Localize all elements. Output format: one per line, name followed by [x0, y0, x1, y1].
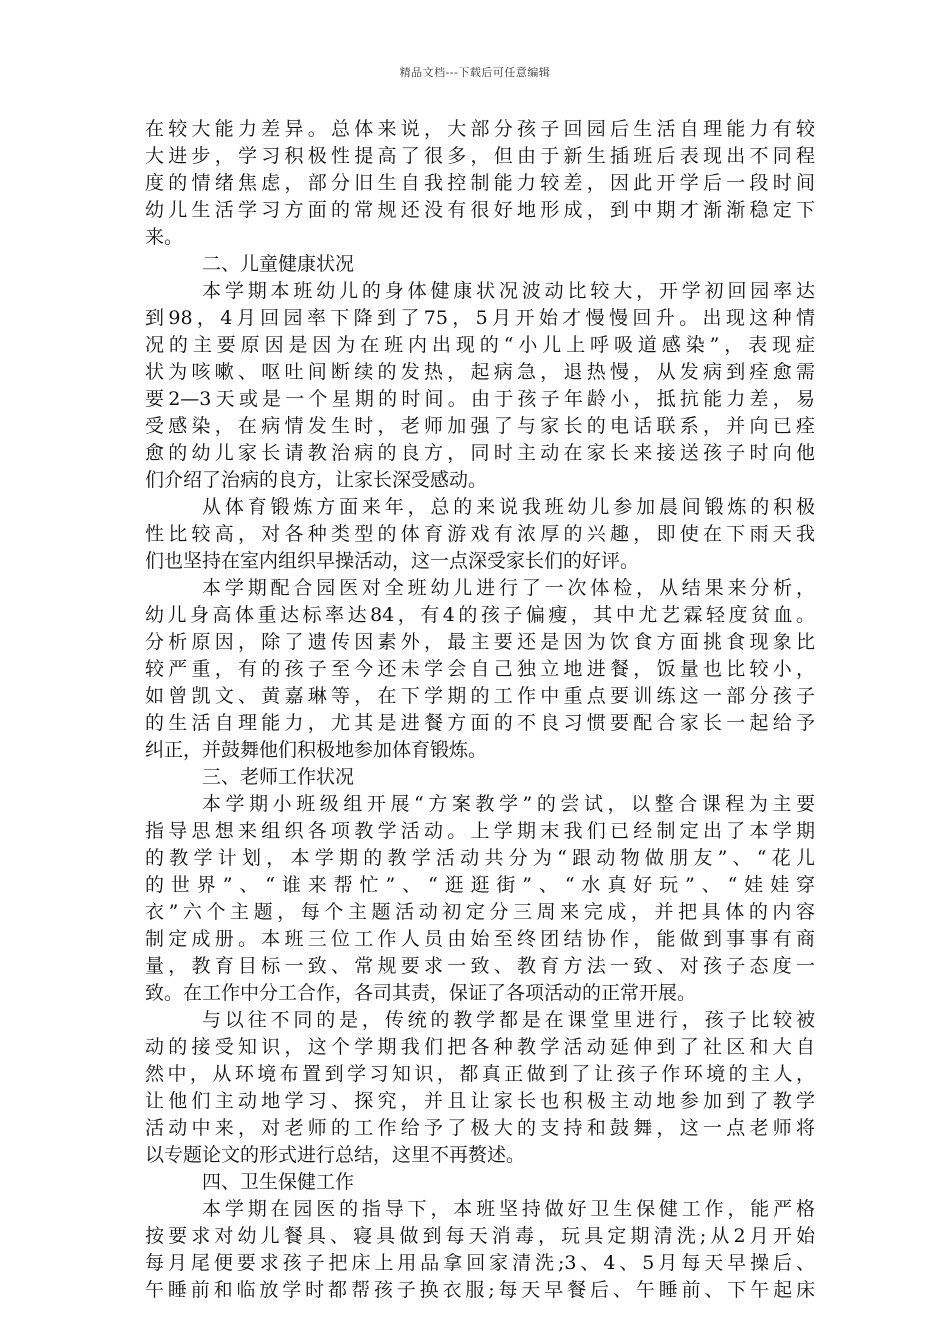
text-line: 活动中来，对老师的工作给予了极大的支持和鼓舞，这一点老师将	[145, 1117, 815, 1139]
text-line: 性比较高，对各种类型的体育游戏有浓厚的兴趣，即使在下雨天我	[145, 523, 815, 545]
text-line: 午睡前和临放学时都帮孩子换衣服;每天早餐后、午睡前、下午起床	[145, 1279, 815, 1301]
text-line: 的生活自理能力，尤其是进餐方面的不良习惯要配合家长一起给予	[145, 712, 815, 734]
text-line: 纠正，并鼓舞他们积极地参加体育锻炼。	[145, 739, 488, 761]
text-line: 们也坚持在室内组织早操活动，这一点深受家长们的好评。	[145, 550, 640, 572]
text-line: 们介绍了治病的良方，让家长深受感动。	[145, 469, 488, 491]
text-line: 指导思想来组织各项教学活动。上学期末我们已经制定出了本学期	[145, 820, 815, 842]
text-line: 愈的幼儿家长请教治病的良方，同时主动在家长来接送孩子时向他	[145, 442, 815, 464]
text-line: 较严重，有的孩子至今还未学会自己独立地进餐，饭量也比较小，	[145, 658, 815, 680]
text-line: 分析原因，除了遗传因素外，最主要还是因为饮食方面挑食现象比	[145, 631, 815, 653]
text-line: 从体育锻炼方面来年，总的来说我班幼儿参加晨间锻炼的积极	[202, 496, 815, 518]
text-line: 量，教育目标一致、常规要求一致、教育方法一致、对孩子态度一	[145, 955, 815, 977]
text-line: 状为咳嗽、呕吐间断续的发热，起病急，退热慢，从发病到痊愈需	[145, 361, 815, 383]
text-line: 的世界”、“谁来帮忙”、“逛逛街”、“水真好玩”、“娃娃穿	[145, 874, 815, 896]
text-line: 如曾凯文、黄嘉琳等，在下学期的工作中重点要训练这一部分孩子	[145, 685, 815, 707]
text-line: 按要求对幼儿餐具、寝具做到每天消毒，玩具定期清洗;从2月开始	[145, 1225, 815, 1247]
text-line: 来。	[145, 226, 184, 248]
document-body	[145, 116, 815, 1304]
text-line: 到98，4月回园率下降到了75，5月开始才慢慢回升。出现这种情	[145, 307, 815, 329]
text-line: 受感染，在病情发生时，老师加强了与家长的电话联系，并向已痊	[145, 415, 815, 437]
text-line: 制定成册。本班三位工作人员由始至终团结协作，能做到事事有商	[145, 928, 815, 950]
text-line: 与以往不同的是，传统的教学都是在课堂里进行，孩子比较被	[202, 1009, 815, 1031]
text-line: 本学期本班幼儿的身体健康状况波动比较大，开学初回园率达	[202, 280, 815, 302]
text-line: 致。在工作中分工合作，各司其责，保证了各项活动的正常开展。	[145, 982, 697, 1004]
text-line: 三、老师工作状况	[202, 766, 355, 788]
text-line: 本学期配合园医对全班幼儿进行了一次体检，从结果来分析，	[202, 577, 815, 599]
text-line: 在较大能力差异。总体来说，大部分孩子回园后生活自理能力有较	[145, 118, 815, 140]
text-line: 四、卫生保健工作	[202, 1171, 355, 1193]
text-line: 的教学计划，本学期的教学活动共分为“跟动物做朋友”、“花儿	[145, 847, 815, 869]
text-line: 幼儿生活学习方面的常规还没有很好地形成，到中期才渐渐稳定下	[145, 199, 815, 221]
text-line: 本学期在园医的指导下，本班坚持做好卫生保健工作，能严格	[202, 1198, 815, 1220]
text-line: 二、儿童健康状况	[202, 253, 355, 275]
text-line: 让他们主动地学习、探究，并且让家长也积极主动地参加到了教学	[145, 1090, 815, 1112]
text-line: 度的情绪焦虑，部分旧生自我控制能力较差，因此开学后一段时间	[145, 172, 815, 194]
page-header: 精品文档---下载后可任意编辑	[399, 66, 551, 79]
text-line: 幼儿身高体重达标率达84，有4的孩子偏瘦，其中尤艺霖轻度贫血。	[145, 604, 815, 626]
text-line: 以专题论文的形式进行总结，这里不再赘述。	[145, 1144, 526, 1166]
text-line: 大进步，学习积极性提高了很多，但由于新生插班后表现出不同程	[145, 145, 815, 167]
text-line: 本学期小班级组开展“方案教学”的尝试，以整合课程为主要	[202, 793, 815, 815]
text-line: 每月尾便要求孩子把床上用品拿回家清洗;3、4、5月每天早操后、	[145, 1252, 815, 1274]
text-line: 况的主要原因是因为在班内出现的“小儿上呼吸道感染”，表现症	[145, 334, 815, 356]
text-line: 动的接受知识，这个学期我们把各种教学活动延伸到了社区和大自	[145, 1036, 815, 1058]
text-line: 然中，从环境布置到学习知识，都真正做到了让孩子作环境的主人，	[145, 1063, 815, 1085]
text-line: 衣”六个主题，每个主题活动初定分三周来完成，并把具体的内容	[145, 901, 815, 923]
text-line: 要2—3天或是一个星期的时间。由于孩子年龄小，抵抗能力差，易	[145, 388, 815, 410]
